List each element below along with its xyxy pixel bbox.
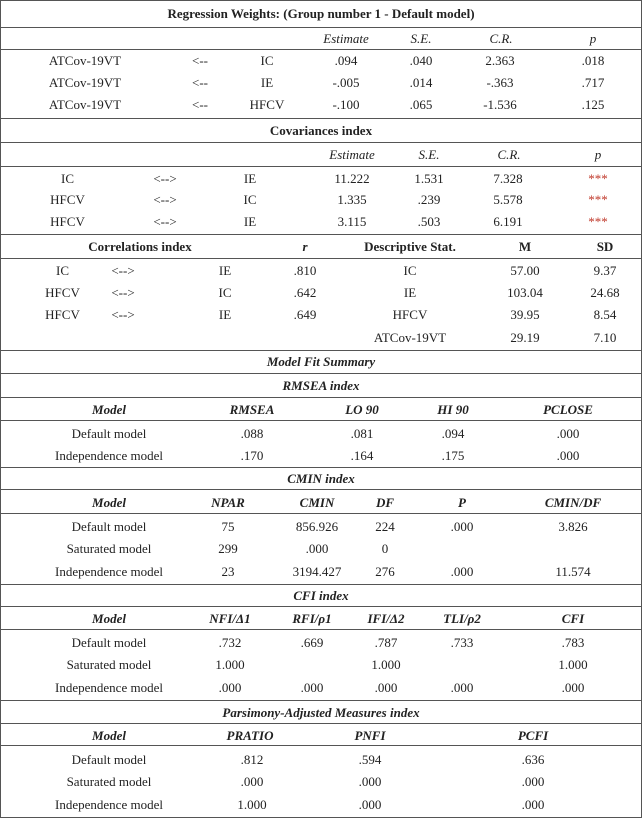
rmsea-title: RMSEA index	[282, 378, 360, 393]
header-m: M	[518, 239, 532, 254]
rule	[0, 27, 642, 28]
rule	[0, 700, 642, 701]
rule	[0, 745, 642, 746]
rule	[0, 142, 642, 143]
header-r: r	[302, 239, 308, 254]
rule	[0, 118, 642, 119]
covariances-title: Covariances index	[269, 123, 373, 138]
rule	[0, 234, 642, 235]
correlations-title: Correlations index	[88, 239, 192, 254]
header-p: p	[594, 147, 602, 162]
rule	[0, 723, 642, 724]
header-cr: C.R.	[489, 31, 513, 46]
header-estimate: Estimate	[323, 31, 369, 46]
rule	[0, 584, 642, 585]
rule	[0, 258, 642, 259]
rule	[0, 513, 642, 514]
rule	[0, 629, 642, 630]
header-p: p	[589, 31, 597, 46]
rule	[0, 489, 642, 490]
parsimony-title: Parsimony-Adjusted Measures index	[222, 705, 420, 720]
regression-title: Regression Weights: (Group number 1 - Default model)	[167, 6, 475, 21]
rule	[0, 397, 642, 398]
header-cr: C.R.	[497, 147, 521, 162]
header-se: S.E.	[410, 31, 432, 46]
header-estimate: Estimate	[329, 147, 375, 162]
rule	[0, 49, 642, 50]
rule	[0, 373, 642, 374]
rule	[0, 166, 642, 167]
rule	[0, 467, 642, 468]
cfi-title: CFI index	[293, 588, 349, 603]
rule	[0, 420, 642, 421]
header-sd: SD	[596, 239, 614, 254]
rule	[0, 606, 642, 607]
fit-summary-title: Model Fit Summary	[266, 354, 376, 369]
header-se: S.E.	[418, 147, 440, 162]
descriptive-title: Descriptive Stat.	[364, 239, 456, 254]
cmin-title: CMIN index	[287, 471, 355, 486]
rule	[0, 350, 642, 351]
